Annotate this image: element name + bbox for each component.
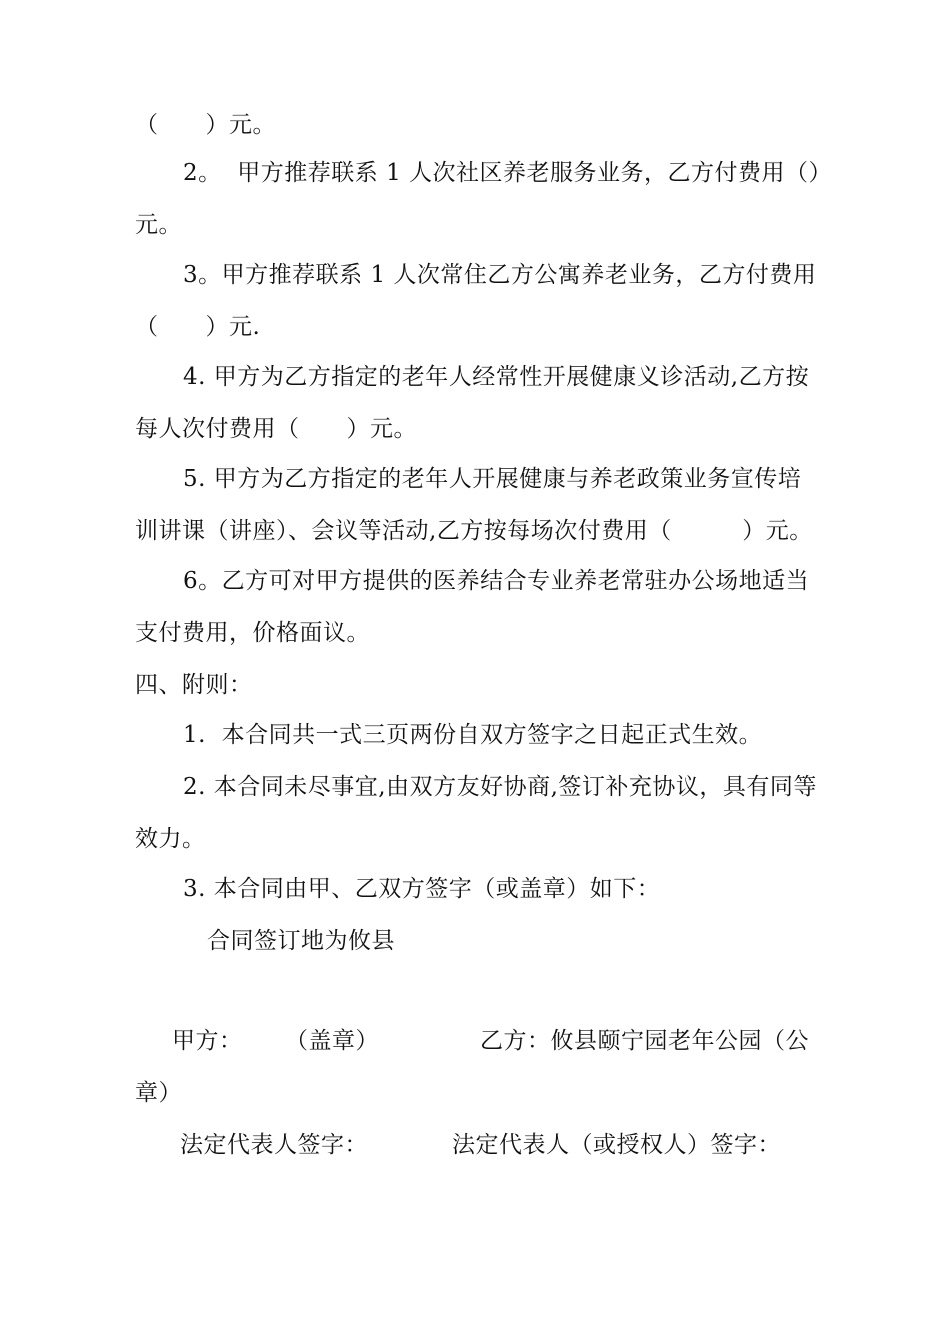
text-line: 合同签订地为攸县 (207, 928, 395, 954)
text-line: 1. 本合同共一式三页两份自双方签字之日起正式生效。 (183, 722, 763, 748)
section-heading: 四、附则： (135, 672, 253, 698)
party-a-seal: （盖章） (285, 1028, 379, 1054)
party-b-label-cont: 章） (135, 1080, 182, 1106)
party-a-label: 甲方： (172, 1028, 243, 1054)
text-line: 效力。 (135, 826, 206, 852)
text-line: 支付费用，价格面议。 (135, 620, 370, 646)
party-b-label: 乙方：攸县颐宁园老年公园（公 (480, 1028, 809, 1054)
text-line: （ ）元. (135, 314, 261, 340)
text-line: 2。 甲方推荐联系 1 人次社区养老服务业务，乙方付费用（） (183, 160, 833, 186)
text-line: 5. 甲方为乙方指定的老年人开展健康与养老政策业务宣传培 (183, 466, 802, 492)
text-line: 4. 甲方为乙方指定的老年人经常性开展健康义诊活动,乙方按 (183, 364, 810, 390)
text-line: 3。甲方推荐联系 1 人次常住乙方公寓养老业务，乙方付费用 (183, 262, 817, 288)
text-line: 训讲课（讲座）、会议等活动,乙方按每场次付费用（ ）元。 (135, 518, 813, 544)
text-line: 元。 (135, 212, 182, 238)
text-line: 6。乙方可对甲方提供的医养结合专业养老常驻办公场地适当 (183, 568, 810, 594)
party-b-representative: 法定代表人（或授权人）签字： (452, 1132, 781, 1158)
text-line: 2. 本合同未尽事宜,由双方友好协商,签订补充协议，具有同等 (183, 774, 817, 800)
text-line: （ ）元。 (135, 112, 276, 138)
party-a-representative: 法定代表人签字： (180, 1132, 368, 1158)
text-line: 每人次付费用（ ）元。 (135, 416, 417, 442)
text-line: 3. 本合同由甲、乙双方签字（或盖章）如下： (183, 876, 661, 902)
